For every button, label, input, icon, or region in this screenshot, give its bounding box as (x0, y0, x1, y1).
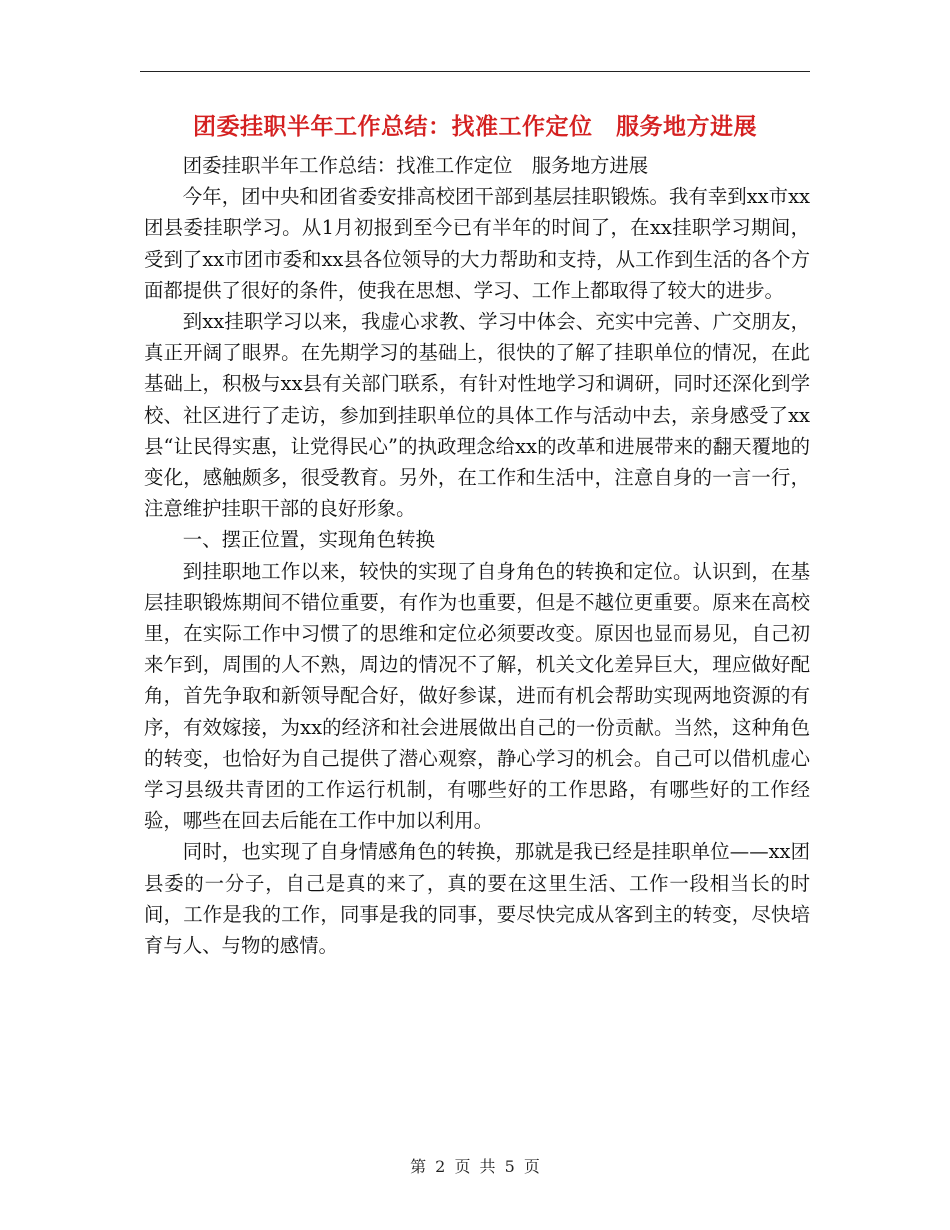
document-title: 团委挂职半年工作总结：找准工作定位 服务地方进展 (193, 113, 757, 140)
section-heading: 一、摆正位置，实现角色转换 (182, 528, 435, 552)
body-paragraph: 到xx挂职学习以来，我虚心求教、学习中体会、充实中完善、广交朋友，真正开阔了眼界。在先期学习的基础上，很快的了解了挂职单位的情况，在此基础上，积极与xx县有关部门联系，有针对性地学习和调研，同时还深化到学校、社区进行了走访，参加到挂职单位的具体工作与活动中去，亲身感受了xx县“让民得实惠，让党得民心”的执政理念给xx的改革和进展带来的翻天覆地的变化，感触颇多，很受教育。另外，在工作和生活中，注意自身的一言一行，注意维护挂职干部的良好形象。 (144, 310, 810, 521)
body-paragraph: 今年，团中央和团省委安排高校团干部到基层挂职锻炼。我有幸到xx市xx团县委挂职学习。从1月初报到至今已有半年的时间了，在xx挂职学习期间，受到了xx市团市委和xx县各位领导的大力帮助和支持，从工作到生活的各个方面都提供了很好的条件，使我在思想、学习、工作上都取得了较大的进步。 (144, 185, 810, 302)
body-paragraph: 团委挂职半年工作总结：找准工作定位 服务地方进展 (182, 154, 649, 177)
body-paragraph: 到挂职地工作以来，较快的实现了自身角色的转换和定位。认识到，在基层挂职锻炼期间不错位重要，有作为也重要，但是不越位更重要。原来在高校里，在实际工作中习惯了的思维和定位必须要改变。原因也显而易见，自己初来乍到，周围的人不熟，周边的情况不了解，机关文化差异巨大，理应做好配角，首先争取和新领导配合好，做好参谋，进而有机会帮助实现两地资源的有序，有效嫁接，为xx的经济和社会进展做出自己的一份贡献。当然，这种角色的转变，也恰好为自己提供了潜心观察，静心学习的机会。自己可以借机虚心学习县级共青团的工作运行机制，有哪些好的工作思路，有哪些好的工作经验，哪些在回去后能在工作中加以利用。 (144, 559, 810, 833)
header-rule (140, 71, 810, 72)
body-paragraph: 同时，也实现了自身情感角色的转换，那就是我已经是挂职单位——xx团县委的一分子，自己是真的来了，真的要在这里生活、工作一段相当长的时间，工作是我的工作，同事是我的同事，要尽快完成从客到主的转变，尽快培育与人、与物的感情。 (144, 840, 810, 958)
document-body (144, 150, 810, 961)
page-number: 第 2 页 共 5 页 (410, 1157, 540, 1176)
